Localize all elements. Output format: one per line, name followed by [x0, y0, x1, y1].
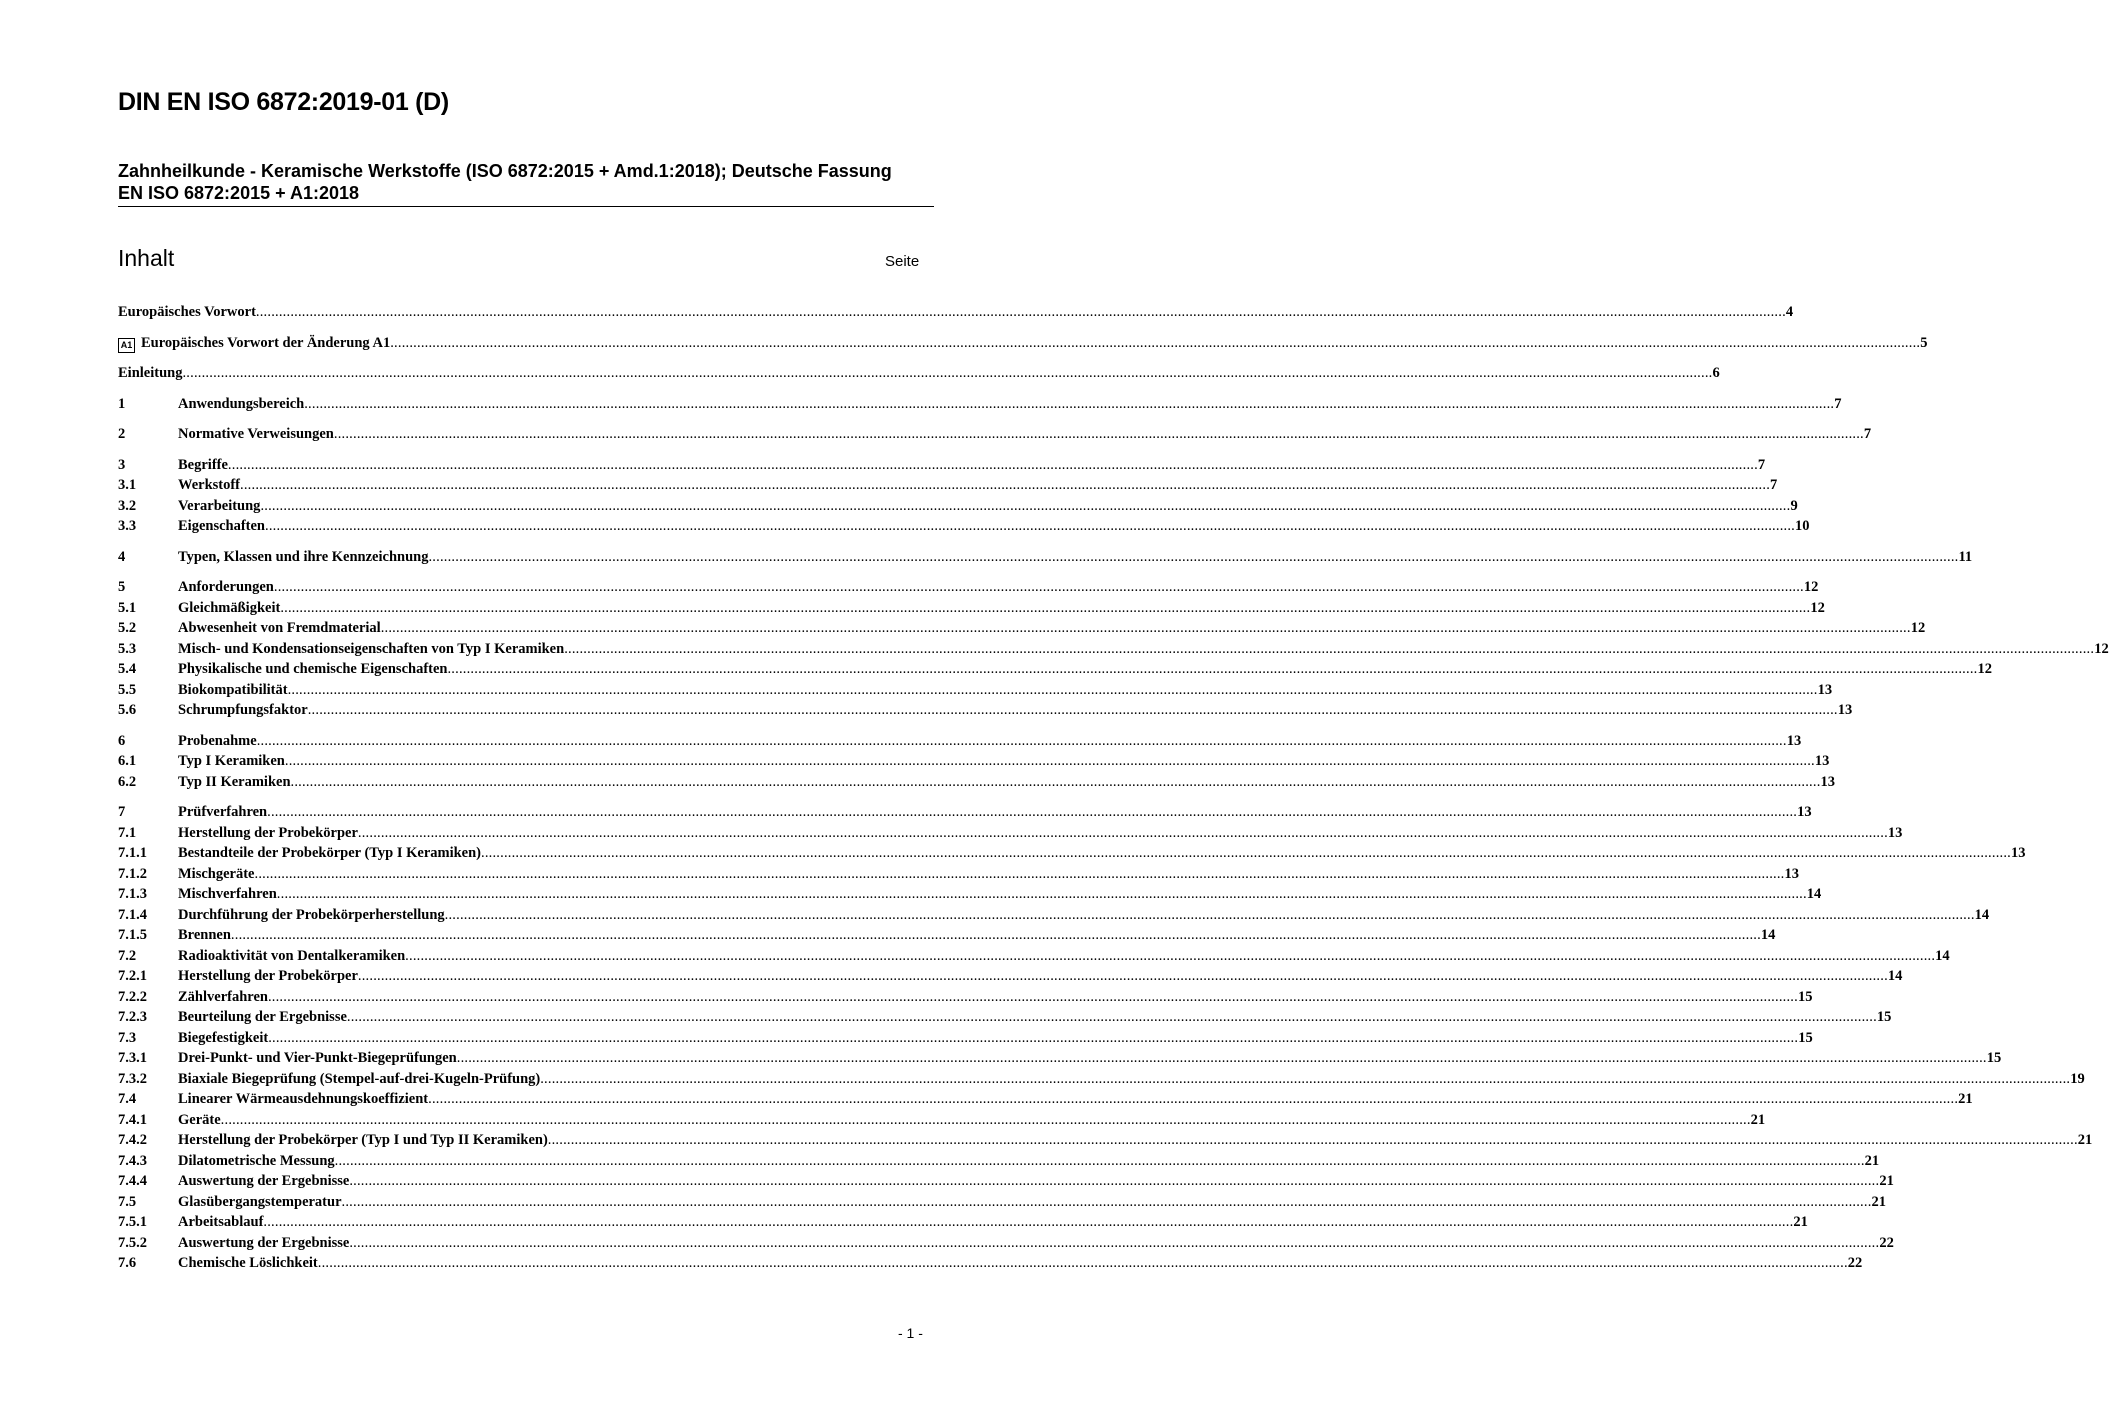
toc-page-column-label: Seite: [885, 253, 920, 270]
toc-entry[interactable]: [118, 640, 2109, 659]
toc-dot-leader: ................................................................................................................................................................................................................................................................................................................................................................................................................: [380, 620, 1911, 636]
toc-entry-page: 21: [1871, 1194, 1887, 1210]
toc-entry-number: 7.4.3: [118, 1153, 147, 1169]
toc-entry-page: 13: [1786, 733, 1802, 749]
toc-entry-title: Durchführung der Probekörperherstellung: [178, 907, 445, 923]
toc-entry-number: 7.4.2: [118, 1132, 147, 1148]
toc-entry-title: Abwesenheit von Fremdmaterial: [178, 620, 381, 636]
toc-entry-page: 13: [1797, 804, 1812, 820]
toc-entry-page: 7: [1834, 396, 1842, 412]
toc-dot-leader: ................................................................................................................................................................................................................................................................................................................................................................................................................: [349, 1235, 1880, 1251]
toc-entry-page: 13: [1784, 866, 1799, 882]
toc-entry[interactable]: [118, 1008, 1892, 1027]
toc-entry-number: 7.2.1: [118, 968, 147, 984]
toc-entry-number: 7.1.3: [118, 886, 147, 902]
toc-entry-title: Auswertung der Ergebnisse: [178, 1173, 350, 1189]
toc-entry-page: 21: [1750, 1112, 1766, 1128]
toc-entry-title-wrap: [178, 599, 280, 618]
toc-entry-title-wrap: [178, 425, 334, 444]
toc-dot-leader: ................................................................................................................................................................................................................................................................................................................................................................................................................: [564, 641, 2095, 657]
toc-entry[interactable]: [118, 1152, 1880, 1171]
toc-dot-leader: ................................................................................................................................................................................................................................................................................................................................................................................................................: [267, 804, 1798, 820]
toc-entry-title: Europäisches Vorwort der Änderung A1: [141, 335, 391, 351]
toc-entry-title: Arbeitsablauf: [178, 1214, 264, 1230]
toc-entry-title-wrap: [178, 1152, 335, 1171]
toc-entry[interactable]: [118, 885, 1822, 904]
toc-entry-title-wrap: [178, 1090, 428, 1109]
toc-dot-leader: ................................................................................................................................................................................................................................................................................................................................................................................................................: [405, 948, 1936, 964]
toc-dot-leader: ................................................................................................................................................................................................................................................................................................................................................................................................................: [284, 753, 1815, 769]
toc-dot-leader: ................................................................................................................................................................................................................................................................................................................................................................................................................: [227, 457, 1758, 473]
toc-entry[interactable]: [118, 844, 2026, 863]
toc-dot-leader: ................................................................................................................................................................................................................................................................................................................................................................................................................: [268, 1030, 1799, 1046]
document-title: DIN EN ISO 6872:2019-01 (D): [118, 88, 449, 116]
toc-entry-page: 14: [1935, 948, 1950, 964]
toc-entry-title-wrap: [178, 1049, 457, 1068]
toc-entry-title: Probenahme: [178, 733, 257, 749]
toc-entry-title: Einleitung: [118, 365, 183, 381]
toc-entry[interactable]: [118, 1049, 2002, 1068]
toc-entry-title: Herstellung der Probekörper: [178, 968, 358, 984]
toc-entry-title: Physikalische und chemische Eigenschaften: [178, 661, 448, 677]
toc-entry-number: 4: [118, 549, 126, 565]
toc-dot-leader: ................................................................................................................................................................................................................................................................................................................................................................................................................: [304, 396, 1835, 412]
toc-entry-title: Dilatometrische Messung: [178, 1153, 335, 1169]
toc-entry-title: Europäisches Vorwort: [118, 304, 256, 320]
toc-entry-title-wrap: [178, 885, 277, 904]
toc-entry[interactable]: [118, 497, 1798, 516]
toc-entry-page: 12: [1977, 661, 1992, 677]
toc-entry-page: 7: [1757, 457, 1766, 473]
toc-entry-title-wrap: [178, 701, 308, 720]
toc-entry[interactable]: [118, 395, 1842, 414]
toc-entry[interactable]: [118, 1172, 1894, 1191]
toc-dot-leader: ................................................................................................................................................................................................................................................................................................................................................................................................................: [240, 477, 1771, 493]
toc-entry-title-wrap: [178, 947, 405, 966]
toc-entry-title-wrap: [178, 1029, 268, 1048]
toc-entry-page: 15: [1876, 1009, 1892, 1025]
toc-entry-title-wrap: [178, 1008, 347, 1027]
toc-entry-title: Drei-Punkt- und Vier-Punkt-Biegeprüfungen: [178, 1050, 457, 1066]
toc-entry-page: 15: [1798, 1030, 1813, 1046]
toc-entry-title-wrap: [178, 660, 447, 679]
toc-entry-number: 7: [118, 804, 126, 820]
toc-entry-page: 14: [1760, 927, 1776, 943]
toc-entry-title: Biegefestigkeit: [178, 1030, 269, 1046]
toc-entry-title: Herstellung der Probekörper: [178, 825, 358, 841]
toc-dot-leader: ................................................................................................................................................................................................................................................................................................................................................................................................................: [357, 825, 1888, 841]
toc-entry-number: 3.2: [118, 498, 137, 514]
toc-entry-title-wrap: [178, 476, 240, 495]
toc-entry-number: 7.3: [118, 1030, 137, 1046]
toc-entry-page: 19: [2070, 1071, 2085, 1087]
toc-entry[interactable]: [118, 1090, 1973, 1109]
toc-dot-leader: ................................................................................................................................................................................................................................................................................................................................................................................................................: [254, 866, 1785, 882]
toc-entry[interactable]: [118, 906, 1990, 925]
toc-entry-title: Bestandteile der Probekörper (Typ I Keramiken): [178, 845, 481, 861]
toc-entry-title-wrap: [178, 1193, 342, 1212]
toc-entry[interactable]: [118, 1131, 2093, 1150]
toc-entry-title-wrap: [178, 578, 274, 597]
toc-entry-title: Prüfverfahren: [178, 804, 268, 820]
toc-dot-leader: ................................................................................................................................................................................................................................................................................................................................................................................................................: [287, 682, 1818, 698]
toc-entry-number: 3.1: [118, 477, 137, 493]
toc-entry-page: 13: [1817, 682, 1833, 698]
toc-entry[interactable]: [118, 824, 1903, 843]
toc-entry-page: 13: [1820, 774, 1836, 790]
toc-dot-leader: ................................................................................................................................................................................................................................................................................................................................................................................................................: [390, 335, 1921, 351]
toc-entry-number: 5.4: [118, 661, 137, 677]
toc-dot-leader: ................................................................................................................................................................................................................................................................................................................................................................................................................: [276, 886, 1807, 902]
toc-entry[interactable]: [118, 967, 1903, 986]
toc-entry-title-wrap: [118, 303, 256, 322]
toc-entry-page: 22: [1847, 1255, 1863, 1271]
toc-entry-title: Verarbeitung: [178, 498, 261, 514]
toc-entry[interactable]: [118, 1213, 1808, 1232]
toc-entry-title-wrap: [178, 752, 285, 771]
toc-entry-page: 6: [1712, 365, 1720, 381]
toc-entry-number: 7.2.2: [118, 989, 147, 1005]
toc-entry-page: 15: [1797, 989, 1813, 1005]
toc-entry-title-wrap: [178, 1172, 349, 1191]
toc-dot-leader: ................................................................................................................................................................................................................................................................................................................................................................................................................: [447, 661, 1978, 677]
toc-entry[interactable]: [118, 334, 1928, 353]
toc-dot-leader: ................................................................................................................................................................................................................................................................................................................................................................................................................: [273, 579, 1804, 595]
toc-entry-number: 6.1: [118, 753, 137, 769]
toc-entry-number: 7.1.1: [118, 845, 147, 861]
toc-entry-page: 21: [1793, 1214, 1808, 1230]
toc-entry-page: 14: [1806, 886, 1822, 902]
toc-entry[interactable]: [118, 303, 1794, 322]
toc-entry-title-wrap: [178, 865, 255, 884]
toc-entry-title-wrap: [178, 803, 267, 822]
toc-dot-leader: ................................................................................................................................................................................................................................................................................................................................................................................................................: [220, 1112, 1751, 1128]
toc-entry-title-wrap: [178, 395, 304, 414]
toc-dot-leader: ................................................................................................................................................................................................................................................................................................................................................................................................................: [333, 426, 1864, 442]
toc-entry[interactable]: [118, 803, 1812, 822]
toc-entry-number: 6: [118, 733, 126, 749]
toc-entry-page: 15: [1986, 1050, 2002, 1066]
toc-entry-page: 13: [1814, 753, 1830, 769]
toc-entry-title-wrap: [178, 824, 358, 843]
toc-entry-page: 21: [1864, 1153, 1880, 1169]
toc-entry[interactable]: [118, 865, 1799, 884]
document-subtitle: Zahnheilkunde - Keramische Werkstoffe (ISO 6872:2015 + Amd.1:2018); Deutsche Fassung EN ISO 6872:2015 + A1:2018: [118, 161, 892, 203]
toc-entry-title-wrap: [178, 456, 228, 475]
toc-entry-title-wrap: [178, 640, 564, 659]
toc-entry-title-wrap: [178, 926, 231, 945]
toc-entry-number: 5.1: [118, 600, 137, 616]
toc-entry-title-wrap: [178, 517, 265, 536]
toc-entry-number: 6.2: [118, 774, 137, 790]
toc-entry-title-wrap: [178, 988, 268, 1007]
toc-entry-title: Begriffe: [178, 457, 228, 473]
toc-entry-number: 3: [118, 457, 126, 473]
toc-entry-title: Linearer Wärmeausdehnungskoeffizient: [178, 1091, 429, 1107]
toc-entry-title-wrap: [178, 1131, 548, 1150]
toc-dot-leader: ................................................................................................................................................................................................................................................................................................................................................................................................................: [540, 1071, 2071, 1087]
toc-entry-page: 13: [1887, 825, 1903, 841]
toc-entry[interactable]: [118, 1234, 1894, 1253]
toc-entry-number: 7.3.1: [118, 1050, 147, 1066]
toc-entry[interactable]: [118, 456, 1766, 475]
toc-entry-number: 2: [118, 426, 126, 442]
toc-entry-title: Anwendungsbereich: [178, 396, 305, 412]
toc-entry-page: 9: [1790, 498, 1798, 514]
toc-entry-title: Gleichmäßigkeit: [178, 600, 281, 616]
toc-entry-title: Glasübergangstemperatur: [178, 1194, 342, 1210]
toc-entry-number: 3.3: [118, 518, 137, 534]
toc-entry-number: 5.6: [118, 702, 137, 718]
toc-entry-title-wrap: [178, 497, 260, 516]
toc-dot-leader: ................................................................................................................................................................................................................................................................................................................................................................................................................: [456, 1050, 1987, 1066]
toc-entry[interactable]: [118, 701, 1853, 720]
toc-entry-number: 1: [118, 396, 126, 412]
toc-entry[interactable]: [118, 578, 1819, 597]
toc-entry-title: Normative Verweisungen: [178, 426, 334, 442]
toc-entry-title-wrap: [178, 967, 358, 986]
toc-entry-number: 7.4.4: [118, 1173, 147, 1189]
toc-entry-page: 13: [2011, 845, 2026, 861]
toc-entry-title: Chemische Löslichkeit: [178, 1255, 318, 1271]
toc-dot-leader: ................................................................................................................................................................................................................................................................................................................................................................................................................: [230, 927, 1761, 943]
toc-dot-leader: ................................................................................................................................................................................................................................................................................................................................................................................................................: [444, 907, 1975, 923]
toc-entry-title: Typ II Keramiken: [178, 774, 291, 790]
toc-entry[interactable]: [118, 517, 1810, 536]
toc-entry-page: 13: [1837, 702, 1853, 718]
toc-dot-leader: ................................................................................................................................................................................................................................................................................................................................................................................................................: [267, 989, 1798, 1005]
toc-entry-number: 5.5: [118, 682, 137, 698]
toc-entry-title: Eigenschaften: [178, 518, 265, 534]
page-number: - 1 -: [898, 1325, 923, 1341]
toc-dot-leader: ................................................................................................................................................................................................................................................................................................................................................................................................................: [547, 1132, 2078, 1148]
toc-entry[interactable]: [118, 947, 1950, 966]
toc-entry-page: 12: [1910, 620, 1926, 636]
toc-entry[interactable]: [118, 988, 1813, 1007]
toc-entry-number: 5.3: [118, 641, 137, 657]
toc-dot-leader: ................................................................................................................................................................................................................................................................................................................................................................................................................: [263, 1214, 1794, 1230]
toc-dot-leader: ................................................................................................................................................................................................................................................................................................................................................................................................................: [481, 845, 2011, 861]
toc-dot-leader: ................................................................................................................................................................................................................................................................................................................................................................................................................: [255, 304, 1786, 320]
toc-entry-page: 14: [1887, 968, 1903, 984]
toc-entry-number: 7.1.5: [118, 927, 147, 943]
toc-entry-title-wrap: [178, 1111, 221, 1130]
toc-entry-number: 7.1.4: [118, 907, 147, 923]
toc-entry-title: Zählverfahren: [178, 989, 268, 1005]
toc-entry-title: Typ I Keramiken: [178, 753, 285, 769]
toc-entry-title: Biaxiale Biegeprüfung (Stempel-auf-drei-Kugeln-Prüfung): [178, 1071, 541, 1087]
toc-entry-page: 12: [2094, 641, 2109, 657]
toc-entry[interactable]: [118, 619, 1926, 638]
toc-entry-page: 12: [1810, 600, 1825, 616]
toc-entry-title: Biokompatibilität: [178, 682, 288, 698]
toc-entry-title: Herstellung der Probekörper (Typ I und Typ II Keramiken): [178, 1132, 548, 1148]
toc-entry-page: 10: [1795, 518, 1810, 534]
toc-entry-title: Radioaktivität von Dentalkeramiken: [178, 948, 406, 964]
toc-entry[interactable]: [118, 773, 1836, 792]
toc-entry-title-wrap: [118, 364, 182, 383]
toc-entry-title: Werkstoff: [178, 477, 241, 493]
toc-dot-leader: ................................................................................................................................................................................................................................................................................................................................................................................................................: [334, 1153, 1865, 1169]
toc-entry-page: 22: [1879, 1235, 1894, 1251]
toc-entry-title-wrap: [178, 1254, 318, 1273]
toc-entry-page: 7: [1863, 426, 1872, 442]
toc-entry-page: 21: [1958, 1091, 1973, 1107]
toc-entry-title: Anforderungen: [178, 579, 274, 595]
toc-dot-leader: ................................................................................................................................................................................................................................................................................................................................................................................................................: [265, 518, 1795, 534]
toc-entry[interactable]: [118, 425, 1872, 444]
toc-entry[interactable]: [118, 926, 1776, 945]
toc-dot-leader: ................................................................................................................................................................................................................................................................................................................................................................................................................: [260, 498, 1791, 514]
toc-entry-page: 5: [1920, 335, 1928, 351]
toc-entry-title-wrap: [178, 548, 428, 567]
toc-entry-number: 7.2.3: [118, 1009, 147, 1025]
toc-entry-number: 5.2: [118, 620, 137, 636]
toc-entry[interactable]: [118, 660, 1992, 679]
toc-entry[interactable]: [118, 548, 1973, 567]
toc-entry[interactable]: [118, 1111, 1766, 1130]
toc-entry-number: 7.1: [118, 825, 137, 841]
toc-entry[interactable]: [118, 476, 1778, 495]
toc-dot-leader: ................................................................................................................................................................................................................................................................................................................................................................................................................: [349, 1173, 1880, 1189]
toc-heading: Inhalt: [118, 245, 175, 271]
toc-entry-page: 4: [1785, 304, 1794, 320]
toc-entry-number: 7.5: [118, 1194, 137, 1210]
toc-dot-leader: ................................................................................................................................................................................................................................................................................................................................................................................................................: [357, 968, 1888, 984]
toc-entry[interactable]: [118, 732, 1802, 751]
toc-dot-leader: ................................................................................................................................................................................................................................................................................................................................................................................................................: [256, 733, 1787, 749]
toc-entry-number: 7.3.2: [118, 1071, 147, 1087]
toc-entry-title: Misch- und Kondensationseigenschaften von Typ I Keramiken: [178, 641, 565, 657]
toc-entry-number: 5: [118, 579, 126, 595]
toc-entry-page: 7: [1770, 477, 1778, 493]
toc-dot-leader: ................................................................................................................................................................................................................................................................................................................................................................................................................: [317, 1255, 1848, 1271]
toc-entry-page: 12: [1803, 579, 1819, 595]
toc-dot-leader: ................................................................................................................................................................................................................................................................................................................................................................................................................: [428, 549, 1959, 565]
toc-entry[interactable]: [118, 752, 1830, 771]
toc-dot-leader: ................................................................................................................................................................................................................................................................................................................................................................................................................: [182, 365, 1713, 381]
toc-entry-number: 7.2: [118, 948, 137, 964]
toc-dot-leader: ................................................................................................................................................................................................................................................................................................................................................................................................................: [290, 774, 1821, 790]
toc-entry-page: 14: [1974, 907, 1990, 923]
toc-entry-title-wrap: [178, 619, 381, 638]
toc-entry-title: Mischverfahren: [178, 886, 277, 902]
toc-entry-title: Mischgeräte: [178, 866, 255, 882]
toc-entry-title-wrap: [178, 844, 481, 863]
toc-dot-leader: ................................................................................................................................................................................................................................................................................................................................................................................................................: [428, 1091, 1959, 1107]
toc-entry[interactable]: [118, 1029, 1813, 1048]
toc-entry[interactable]: [118, 599, 1825, 618]
toc-entry-number: 7.4: [118, 1091, 137, 1107]
toc-entry-number: 7.5.1: [118, 1214, 147, 1230]
toc-entry-title-wrap: [178, 732, 257, 751]
toc-entry-title: Beurteilung der Ergebnisse: [178, 1009, 347, 1025]
toc-entry-title-wrap: [178, 681, 288, 700]
toc-entry-title-wrap: [178, 773, 291, 792]
toc-entry-title: Schrumpfungsfaktor: [178, 702, 308, 718]
header-divider: [118, 206, 934, 207]
toc-entry-title-wrap: [178, 1234, 349, 1253]
toc-entry[interactable]: [118, 681, 1833, 700]
toc-entry-page: 21: [2077, 1132, 2093, 1148]
toc-dot-leader: ................................................................................................................................................................................................................................................................................................................................................................................................................: [280, 600, 1811, 616]
toc-dot-leader: ................................................................................................................................................................................................................................................................................................................................................................................................................: [341, 1194, 1872, 1210]
toc-entry-page: 11: [1958, 549, 1973, 565]
toc-entry-page: 21: [1879, 1173, 1894, 1189]
toc-entry-title: Geräte: [178, 1112, 221, 1128]
toc-entry-title: Brennen: [178, 927, 231, 943]
toc-dot-leader: ................................................................................................................................................................................................................................................................................................................................................................................................................: [307, 702, 1838, 718]
toc-entry-number: 7.6: [118, 1255, 137, 1271]
toc-entry[interactable]: [118, 364, 1720, 383]
toc-entry[interactable]: [118, 1193, 1887, 1212]
toc-entry[interactable]: [118, 1070, 2085, 1089]
toc-dot-leader: ................................................................................................................................................................................................................................................................................................................................................................................................................: [346, 1009, 1877, 1025]
toc-entry-title-wrap: [178, 1070, 540, 1089]
toc-entry-title: Typen, Klassen und ihre Kennzeichnung: [178, 549, 429, 565]
toc-entry-title-wrap: [118, 334, 390, 353]
amendment-a1-marker-icon: A1: [118, 338, 135, 353]
toc-entry-title-wrap: [178, 906, 445, 925]
toc-entry[interactable]: [118, 1254, 1863, 1273]
toc-entry-number: 7.1.2: [118, 866, 147, 882]
toc-entry-number: 7.5.2: [118, 1235, 147, 1251]
toc-entry-title: Auswertung der Ergebnisse: [178, 1235, 350, 1251]
toc-entry-title-wrap: [178, 1213, 263, 1232]
toc-entry-number: 7.4.1: [118, 1112, 147, 1128]
